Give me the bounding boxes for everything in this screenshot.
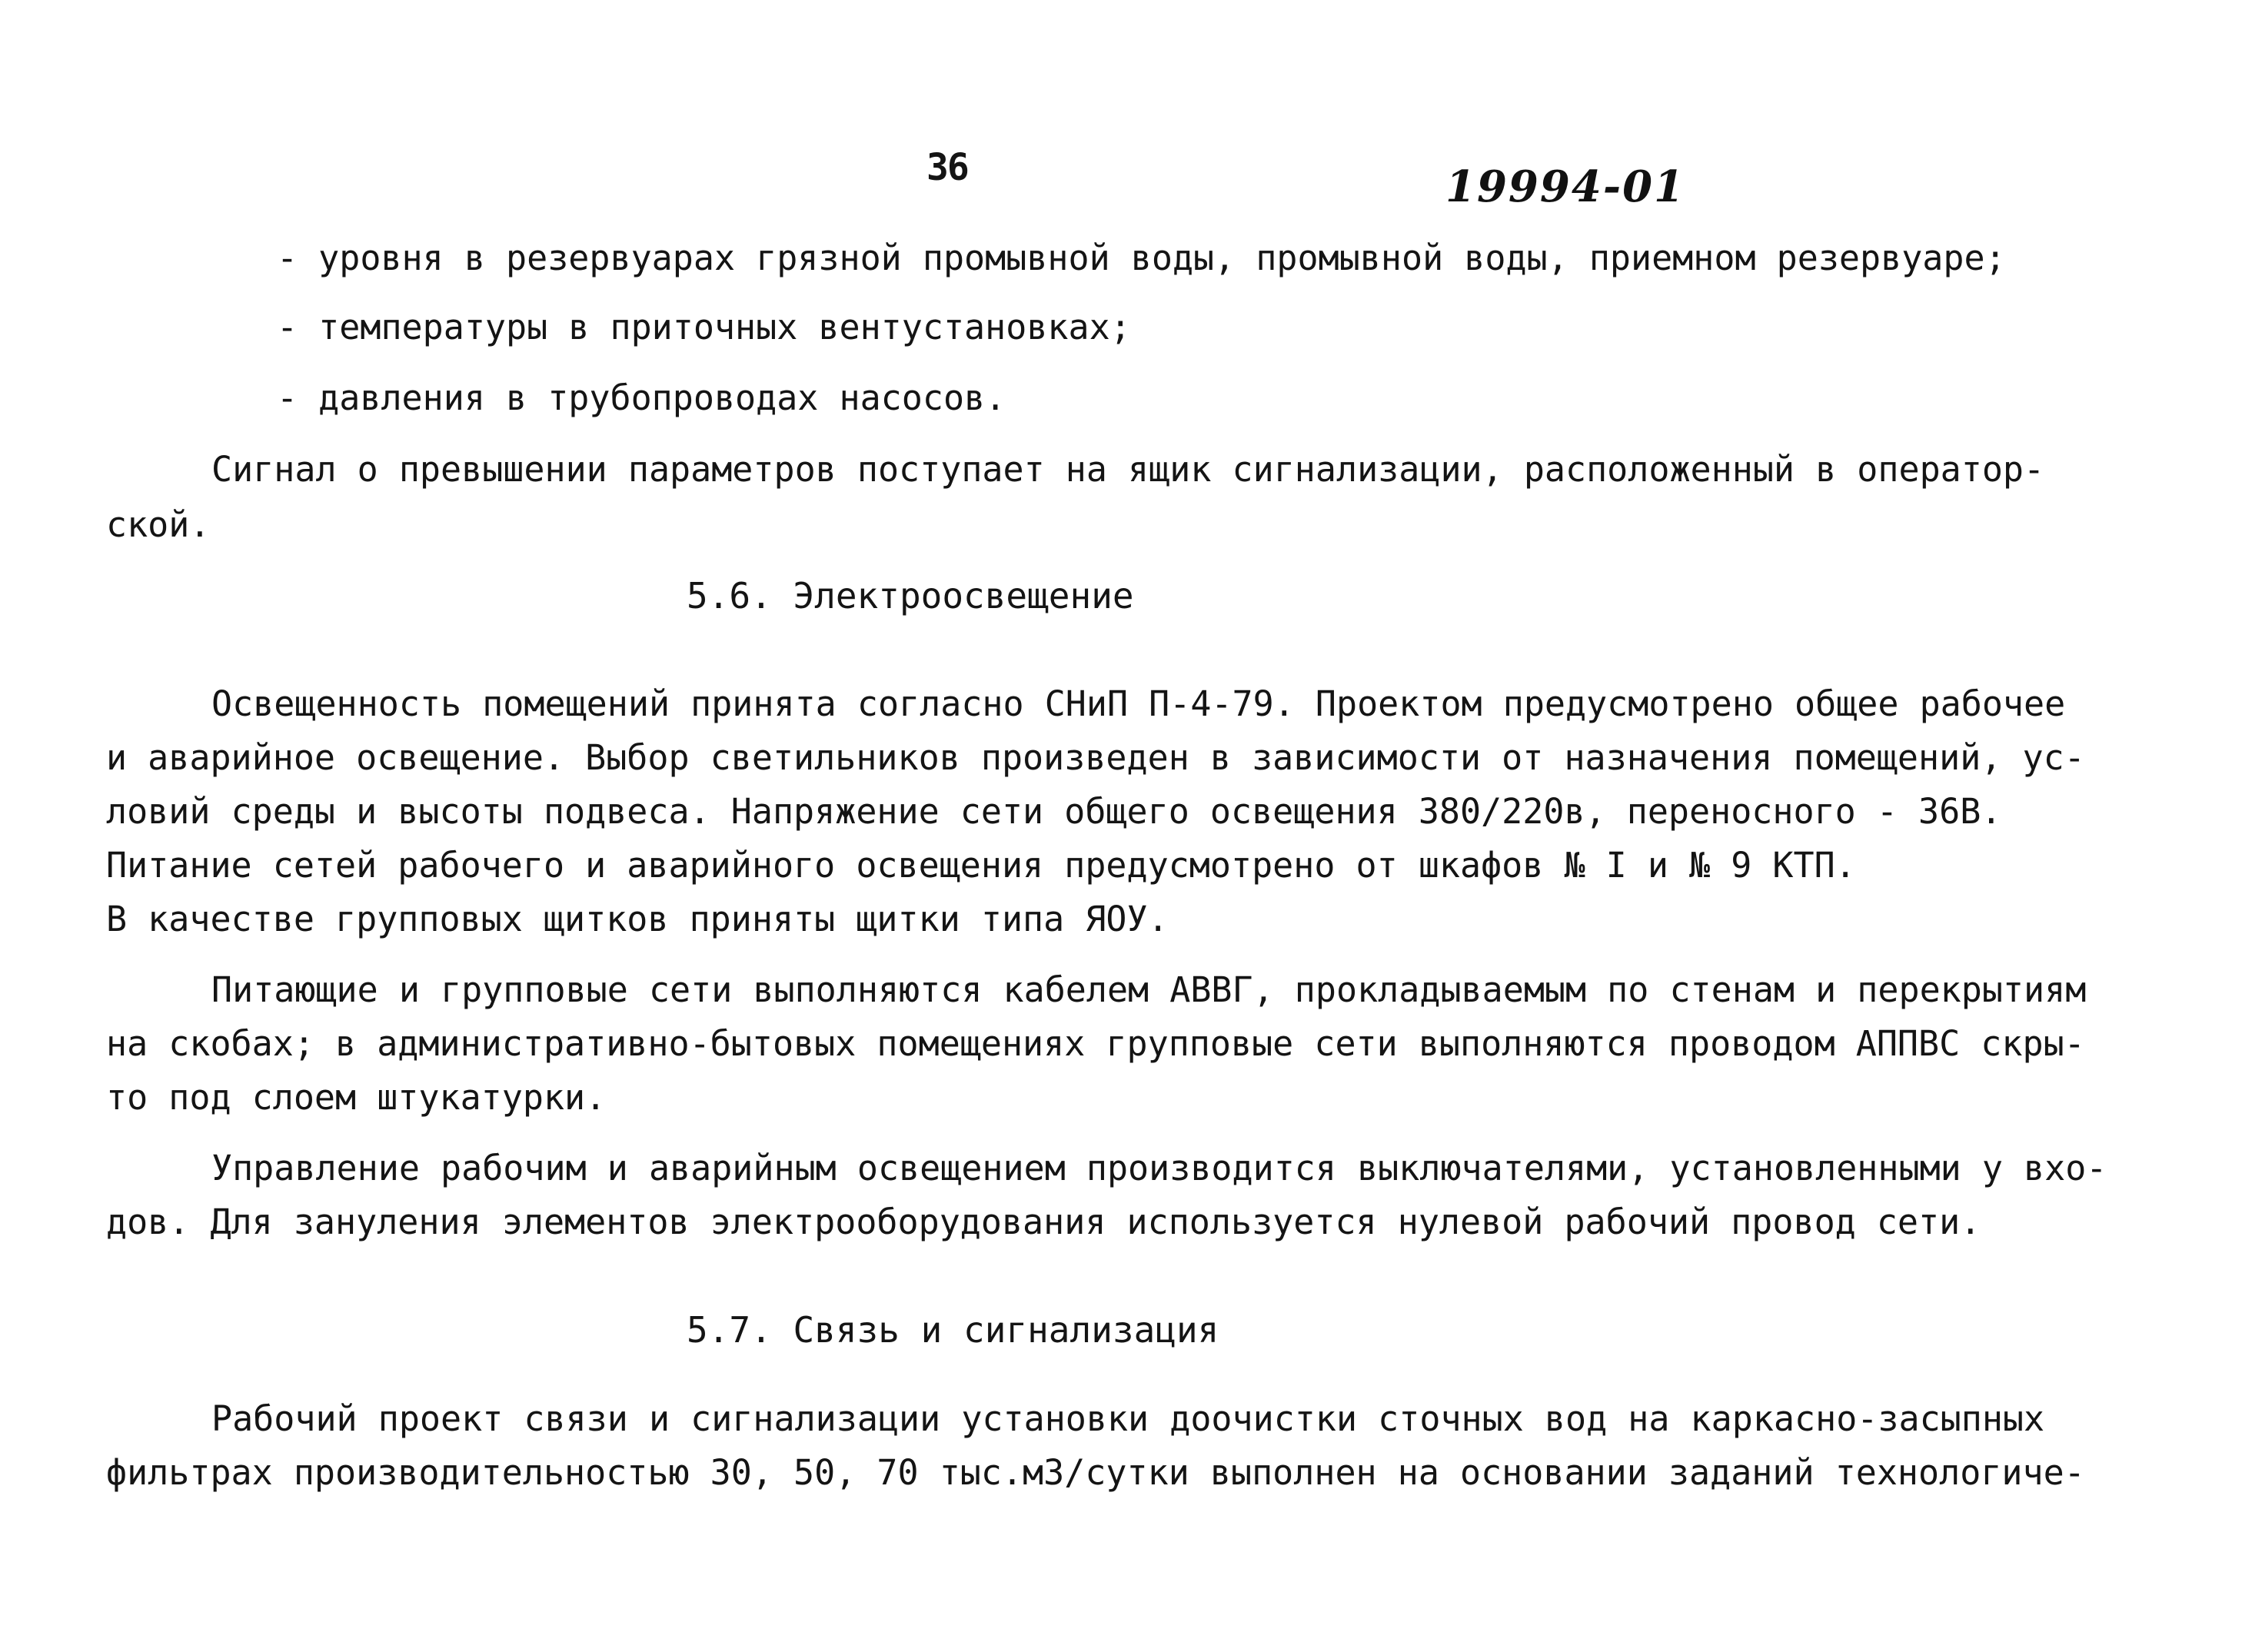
paragraph-line: ской. [106, 504, 211, 545]
paragraph-line: Рабочий проект связи и сигнализации установки доочистки сточных вод на каркасно-засыпных [211, 1398, 2045, 1439]
section-heading-5-6: 5.6. Электроосвещение [687, 575, 1134, 617]
paragraph-line: Сигнал о превышении параметров поступает на ящик сигнализации, расположенный в оператор- [211, 449, 2045, 490]
paragraph-line: ловий среды и высоты подвеса. Напряжение сети общего освещения 380/220в, переносного - 36В. [106, 791, 2002, 832]
document-code: 19994-01 [1445, 161, 1685, 212]
section-heading-5-7: 5.7. Связь и сигнализация [687, 1309, 1219, 1351]
paragraph-line: Управление рабочим и аварийным освещением производится выключателями, установленными у вхо- [211, 1148, 2107, 1188]
paragraph-line: на скобах; в административно-бытовых помещениях групповые сети выполняются проводом АППВС скры- [106, 1023, 2085, 1064]
paragraph-line: Питающие и групповые сети выполняются кабелем АВВГ, прокладываемым по стенам и перекрытиям [211, 969, 2087, 1010]
paragraph-line: и аварийное освещение. Выбор светильников произведен в зависимости от назначения помещений, ус- [106, 737, 2085, 778]
paragraph-line: Освещенность помещений принята согласно СНиП П-4-79. Проектом предусмотрено общее рабочее [211, 683, 2066, 724]
bullet-item: - давления в трубопроводах насосов. [277, 377, 1006, 418]
page-number: 36 [926, 146, 968, 189]
bullet-item: - температуры в приточных вентустановках; [277, 307, 1131, 347]
paragraph-line: то под слоем штукатурки. [106, 1077, 607, 1118]
paragraph-line: Питание сетей рабочего и аварийного освещения предусмотрено от шкафов № I и № 9 КТП. [106, 845, 1856, 886]
paragraph-line: дов. Для зануления элементов электрооборудования используется нулевой рабочий провод сети. [106, 1202, 1981, 1242]
paragraph-line: фильтрах производительностью 30, 50, 70 тыс.м3/сутки выполнен на основании заданий технологиче- [106, 1452, 2085, 1493]
paragraph-line: В качестве групповых щитков приняты щитки типа ЯОУ. [106, 899, 1169, 939]
bullet-item: - уровня в резервуарах грязной промывной воды, промывной воды, приемном резервуаре; [277, 238, 2006, 278]
